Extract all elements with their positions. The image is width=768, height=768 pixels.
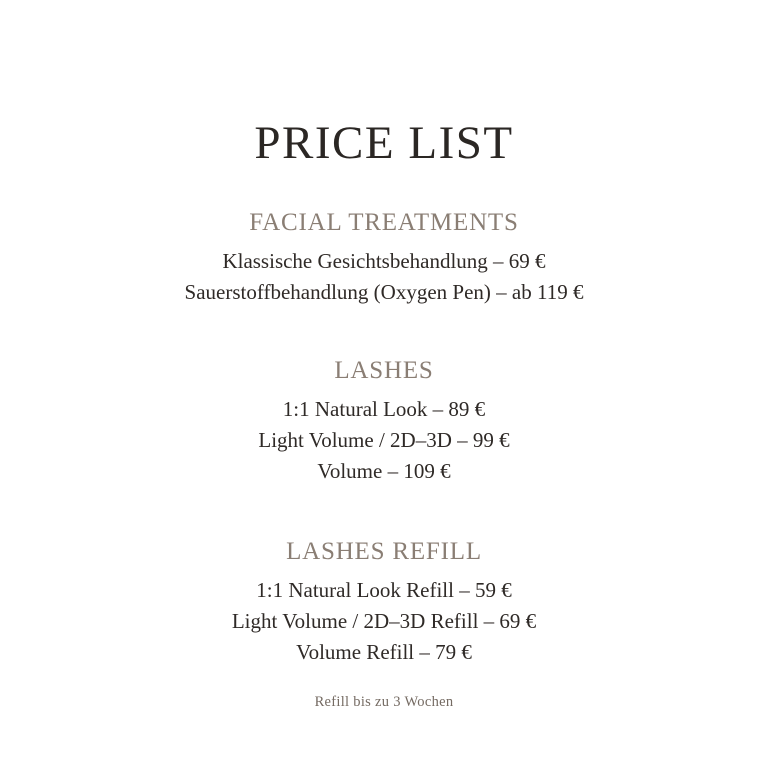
price-item: Klassische Gesichtsbehandlung – 69 € [222,248,546,273]
footnote: Refill bis zu 3 Wochen [314,694,454,711]
section-facial-treatments [40,208,728,308]
page-title: PRICE LIST [254,117,514,169]
section-lashes [40,356,728,487]
price-item: Sauerstoffbehandlung (Oxygen Pen) – ab 119 € [184,279,584,304]
price-item: Light Volume / 2D–3D – 99 € [258,427,510,452]
price-item: 1:1 Natural Look – 89 € [282,396,486,421]
section-lashes-refill [40,537,728,668]
section-heading-lashes-refill: LASHES REFILL [286,538,482,566]
price-item: Volume Refill – 79 € [296,640,472,665]
price-item: Light Volume / 2D–3D Refill – 69 € [231,609,537,634]
section-heading-facial-treatments: FACIAL TREATMENTS [249,208,519,236]
price-item: 1:1 Natural Look Refill – 59 € [256,578,512,603]
price-item: Volume – 109 € [317,459,451,483]
section-heading-lashes: LASHES [334,356,434,384]
